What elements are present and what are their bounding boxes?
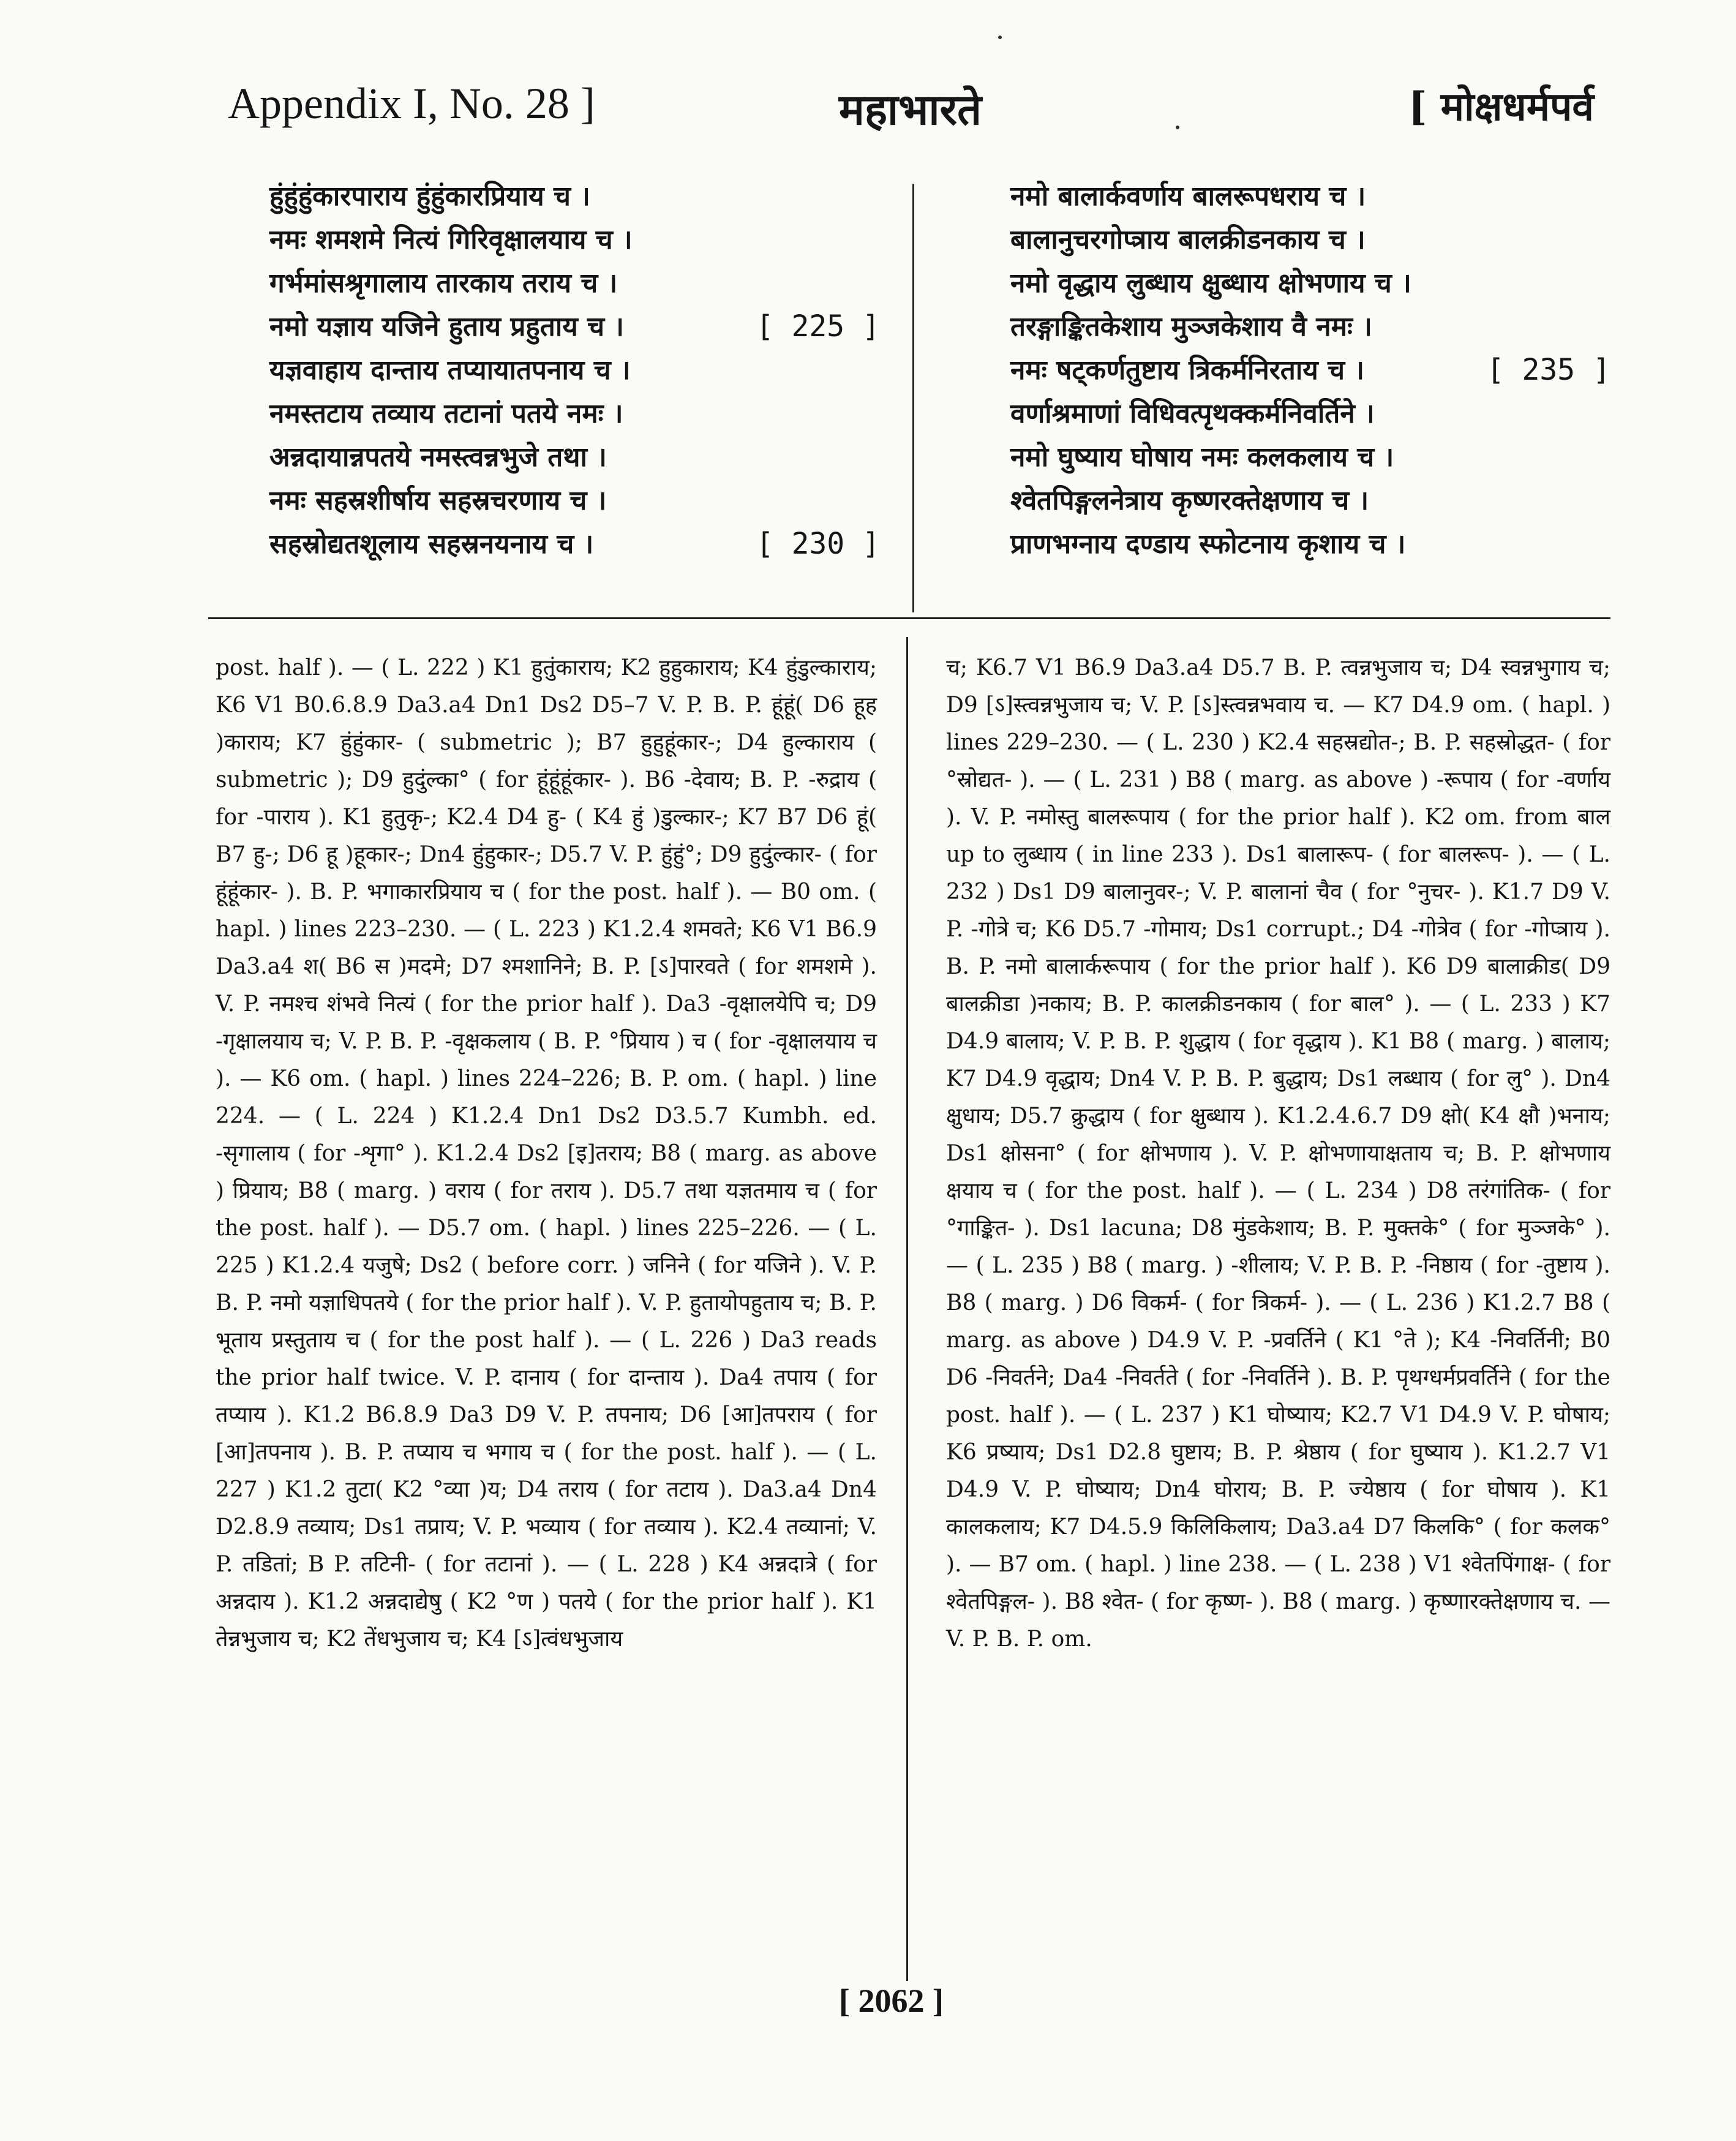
verses-right-column [1010,175,1610,566]
verse-text: नमो घुष्याय घोषाय नमः कलकलाय च । [1010,442,1394,473]
verse-line [269,305,891,348]
verse-text: नमो यज्ञाय यजिने हुताय प्रहुताय च । [269,311,625,342]
verse-text: नमो बालार्कवर्णाय बालरूपधराय च । [1010,181,1366,212]
verse-line [1010,218,1610,262]
verse-line [1010,175,1610,218]
verse-line [269,392,891,435]
ink-speck [1176,126,1179,129]
verse-text: यज्ञवाहाय दान्ताय तप्यायातपनाय च । [269,355,631,386]
verse-text: नमस्तटाय तव्याय तटानां पतये नमः । [269,398,623,429]
verse-line [269,435,891,479]
verse-text: प्राणभग्नाय दण्डाय स्फोटनाय कृशाय च । [1010,529,1406,560]
verse-line [1010,435,1610,479]
verse-line [269,175,891,218]
notes-column-divider [906,637,908,1981]
verse-text: गर्भमांसश्रृगालाय तारकाय तराय च । [269,268,618,299]
ink-speck [998,36,1002,39]
verses-left-column [269,175,891,566]
verse-column-divider [912,184,914,612]
verse-line [1010,305,1610,348]
verse-number: [ 235 ] [1486,353,1610,387]
verse-line [1010,262,1610,305]
verse-line [269,348,891,392]
verse-line [1010,392,1610,435]
critical-notes-left: post. half ). — ( L. 222 ) K1 हुतुंकाराय; K2 हुहुकाराय; K4 हुंडुल्काराय; K6 V1 B0.6.8.9 Da3.a4 Dn1 Ds2 D5–7 V. P. B. P. हूंहूं( D6 हूह )काराय; K7 हुंहुंकार- ( submetric ); B7 हुहुहूंकार-; D4 हुल्काराय ( submetric ); D9 हुदुंल्का° ( for हूंहूंहूंकार- ). B6 -देवाय; B. P. -रुद्राय ( for -पाराय ). K1 हुतुकृ-; K2.4 D4 हु- ( K4 हुं )डुल्कार-; K7 B7 D6 हूं( B7 हु-; D6 हू )हूकार-; Dn4 हुंहुकार-; D5.7 V. P. हुंहुं°; D9 हुदुंल्कार- ( for हूंहूंकार- ). B. P. भगाकारप्रियाय च ( for the post. half ). — B0 om. ( hapl. ) lines 223–230. — ( L. 223 ) K1.2.4 शमवते; K6 V1 B6.9 Da3.a4 श( B6 स )मदमे; D7 श्मशानिने; B. P. [ऽ]पारवते ( for शमशमे ). V. P. नमश्च शंभवे नित्यं ( for the prior half ). Da3 -वृक्षालयेपि च; D9 -गृक्षालयाय च; V. P. B. P. -वृक्षकलाय ( B. P. °प्रियाय ) च ( for -वृक्षालयाय च ). — K6 om. ( hapl. ) lines 224–226; B. P. om. ( hapl. ) line 224. — ( L. 224 ) K1.2.4 Dn1 Ds2 D3.5.7 Kumbh. ed. -सृगालाय ( for -शृगा° ). K1.2.4 Ds2 [इ]तराय; B8 ( marg. as above ) प्रियाय; B8 ( marg. ) वराय ( for तराय ). D5.7 तथा यज्ञतमाय च ( for the post. half ). — D5.7 om. ( hapl. ) lines 225–226. — ( L. 225 ) K1.2.4 यजुषे; Ds2 ( before corr. ) जनिने ( for यजिने ). V. P. B. P. नमो यज्ञाधिपतये ( for the prior half ). V. P. हुतायोपहुताय च; B. P. भूताय प्रस्तुताय च ( for the post half ). — ( L. 226 ) Da3 reads the prior half twice. V. P. दानाय ( for दान्ताय ). Da4 तपाय ( for तप्याय ). K1.2 B6.8.9 Da3 D9 V. P. तपनाय; D6 [आ]तपराय ( for [आ]तपनाय ). B. P. तप्याय च भगाय च ( for the post. half ). — ( L. 227 ) K1.2 तुटा( K2 °व्या )य; D4 तराय ( for तटाय ). Da3.a4 Dn4 D2.8.9 तव्याय; Ds1 तप्राय; V. P. भव्याय ( for तव्याय ). K2.4 तव्यानां; V. P. तडितां; B P. तटिनी- ( for तटानां ). — ( L. 228 ) K4 अन्नदात्रे ( for अन्नदाय ). K1.2 अन्नदाद्येषु ( K2 °ण ) पतये ( for the prior half ). K1 तेन्नभुजाय च; K2 तेंधभुजाय च; K4 [ऽ]त्वंधभुजाय [216,655,877,1652]
verse-text: बालानुचरगोप्त्राय बालक्रीडनकाय च । [1010,224,1366,255]
verse-line [1010,479,1610,522]
verse-text: हुंहुंहुंकारपाराय हुंहुंकारप्रियाय च । [269,181,590,212]
verse-text: नमो वृद्धाय लुब्धाय क्षुब्धाय क्षोभणाय च । [1010,268,1411,299]
verse-line [1010,522,1610,566]
header-appendix-label: Appendix I, No. 28 ] [228,79,595,128]
verse-line [1010,348,1610,392]
verse-text: सहस्रोद्यतशूलाय सहस्रनयनाय च । [269,529,594,560]
verse-number: [ 225 ] [756,309,880,344]
verse-text: नमः सहस्रशीर्षाय सहस्रचरणाय च । [269,485,607,516]
verse-line [269,522,891,566]
verse-line [269,218,891,262]
verse-text: अन्नदायान्नपतये नमस्त्वन्नभुजे तथा । [269,442,607,473]
header-title: महाभारते [839,84,982,135]
verse-text: वर्णाश्रमाणां विधिवत्पृथक्कर्मनिवर्तिने । [1010,398,1375,429]
verse-number: [ 230 ] [756,527,880,561]
verse-text: नमः शमशमे नित्यं गिरिवृक्षालयाय च । [269,224,633,255]
verse-text: नमः षट्कर्णतुष्टाय त्रिकर्मनिरताय च । [1010,355,1365,386]
horizontal-rule [208,617,1610,619]
critical-notes-right: च; K6.7 V1 B6.9 Da3.a4 D5.7 B. P. त्वन्नभुजाय च; D4 स्वन्नभुगाय च; D9 [ऽ]स्त्वन्नभुजाय च; V. P. [ऽ]स्त्वन्नभवाय च. — K7 D4.9 om. ( hapl. ) lines 229–230. — ( L. 230 ) K2.4 सहस्रद्योत-; B. P. सहस्रोद्धत- ( for °स्रोद्यत- ). — ( L. 231 ) B8 ( marg. as above ) -रूपाय ( for -वर्णाय ). V. P. नमोस्तु बालरूपाय ( for the prior half ). K2 om. from बाल up to लुब्धाय ( in line 233 ). Ds1 बालारूप- ( for बालरूप- ). — ( L. 232 ) Ds1 D9 बालानुवर-; V. P. बालानां चैव ( for °नुचर- ). K1.7 D9 V. P. -गोत्रे च; K6 D5.7 -गोमाय; Ds1 corrupt.; D4 -गोत्रेव ( for -गोप्त्राय ). B. P. नमो बालार्करूपाय ( for the prior half ). K6 D9 बालाक्रीड( D9 बालक्रीडा )नकाय; B. P. कालक्रीडनकाय ( for बाल° ). — ( L. 233 ) K7 D4.9 बालाय; V. P. B. P. शुद्धाय ( for वृद्धाय ). K1 B8 ( marg. ) बालाय; K7 D4.9 वृद्धाय; Dn4 V. P. B. P. बुद्धाय; Ds1 लब्धाय ( for लु° ). Dn4 क्षुधाय; D5.7 क्रुद्धाय ( for क्षुब्धाय ). K1.2.4.6.7 D9 क्षो( K4 क्षौ )भनाय; Ds1 क्षोसना° ( for क्षोभणाय ). V. P. क्षोभणायाक्षताय च; B. P. क्षोभणाय क्षयाय च ( for the post. half ). — ( L. 234 ) D8 तरंगांतिक- ( for °गाङ्कित- ). Ds1 lacuna; D8 मुंडकेशाय; B. P. मुक्तके° ( for मुञ्जके° ). — ( L. 235 ) B8 ( marg. ) -शीलाय; V. P. B. P. -निष्ठाय ( for -तुष्टाय ). B8 ( marg. ) D6 विकर्म- ( for त्रिकर्म- ). — ( L. 236 ) K1.2.7 B8 ( marg. as above ) D4.9 V. P. -प्रवर्तिने ( K1 °ते ); K4 -निवर्तिनी; B0 D6 -निवर्तने; Da4 -निवर्तते ( for -निवर्तिने ). B. P. पृथग्धर्मप्रवर्तिने ( for the post. half ). — ( L. 237 ) K1 घोष्याय; K2.7 V1 D4.9 V. P. घोषाय; K6 प्रष्याय; Ds1 D2.8 घुष्टाय; B. P. श्रेष्ठाय ( for घुष्याय ). K1.2.7 V1 D4.9 V. P. घोष्याय; Dn4 घोराय; B. P. ज्येष्ठाय ( for घोषाय ). K1 कालकलाय; K7 D4.5.9 किलिकिलाय; Da3.a4 D7 किलकि° ( for कलक° ). — B7 om. ( hapl. ) line 238. — ( L. 238 ) V1 श्वेतपिंगाक्ष- ( for श्वेतपिङ्गल- ). B8 श्वेत- ( for कृष्ण- ). B8 ( marg. ) कृष्णारक्तेक्षणाय च. — V. P. B. P. om. [946,655,1610,1652]
page-number: [ 2062 ] [839,1982,944,2019]
verse-line [269,479,891,522]
verse-text: श्वेतपिङ्गलनेत्राय कृष्णरक्तेक्षणाय च । [1010,485,1369,516]
header-section-label: [ मोक्षधर्मपर्व [1408,84,1594,130]
verse-line [269,262,891,305]
verse-text: तरङ्गाङ्कितकेशाय मुञ्जकेशाय वै नमः । [1010,311,1372,342]
